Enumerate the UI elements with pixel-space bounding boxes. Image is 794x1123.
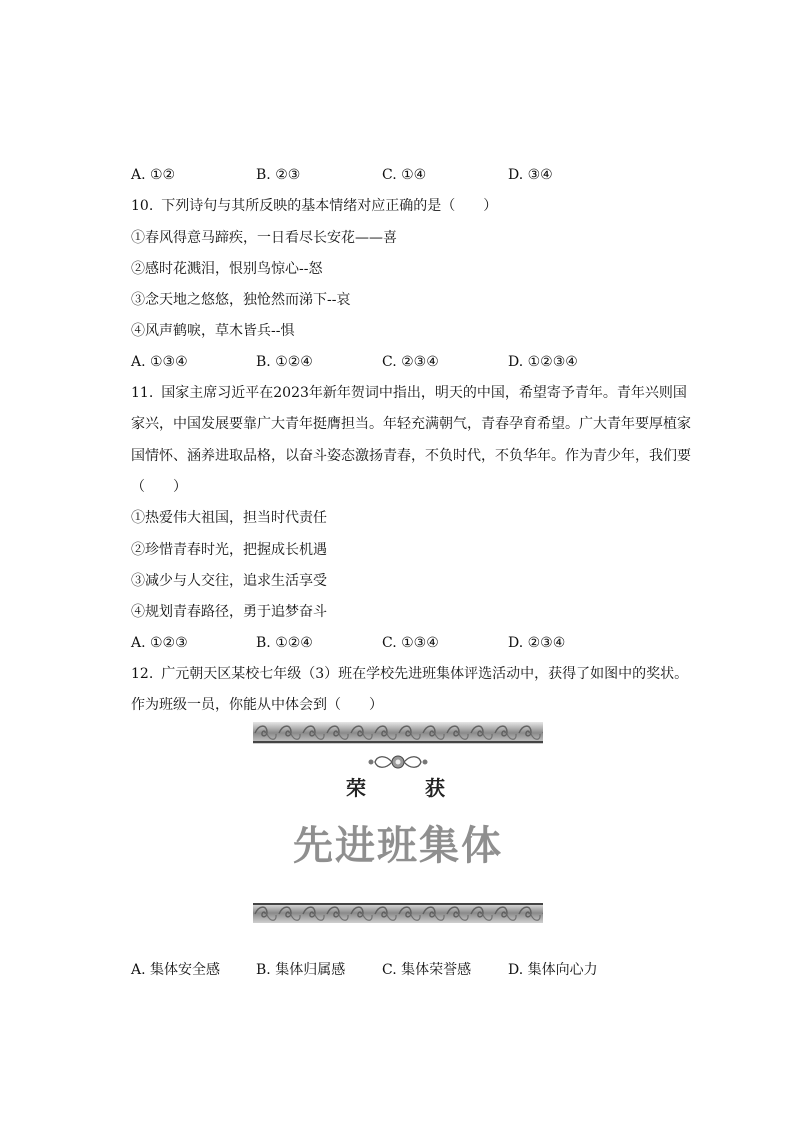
q10-stem <box>131 197 497 215</box>
q11-option-d[interactable]: D. ②③④ <box>508 635 566 651</box>
q12-stem-line-1 <box>131 665 688 683</box>
q11-stem-text-1: 国家主席习近平在2023年新年贺词中指出，明天的中国，希望寄予青年。青年兴则国 <box>161 385 687 401</box>
q10-option-a[interactable]: A. ①③④ <box>131 354 188 370</box>
certificate-top-border <box>253 722 543 744</box>
certificate-ornament <box>363 752 433 772</box>
q9-options <box>131 166 691 184</box>
q10-item-2: ②感时花溅泪，恨别鸟惊心--怒 <box>131 261 323 277</box>
q11-stem-line-4: （ ） <box>131 479 187 495</box>
q9-option-d[interactable]: D. ③④ <box>508 167 553 183</box>
q12-option-a[interactable]: A. 集体安全感 <box>131 962 221 978</box>
q10-item-3: ③念天地之悠悠，独怆然而涕下--哀 <box>131 292 351 308</box>
q12-option-c[interactable]: C. 集体荣誉感 <box>382 962 472 978</box>
q11-option-b[interactable]: B. ①②④ <box>256 635 313 651</box>
q11-item-3: ③减少与人交往，追求生活享受 <box>131 573 327 589</box>
q10-option-b[interactable]: B. ①②④ <box>256 354 313 370</box>
q9-option-a[interactable]: A. ①② <box>131 167 176 183</box>
q11-options <box>131 634 691 652</box>
q11-item-1: ①热爱伟大祖国，担当时代责任 <box>131 510 327 526</box>
q10-option-c[interactable]: C. ②③④ <box>382 354 439 370</box>
q10-stem-text: 下列诗句与其所反映的基本情绪对应正确的是（ ） <box>161 198 498 214</box>
q9-option-c[interactable]: C. ①④ <box>382 167 427 183</box>
certificate-bottom-border <box>253 902 543 924</box>
q11-option-a[interactable]: A. ①②③ <box>131 635 188 651</box>
q11-stem-line-3: 国情怀、涵养进取品格，以奋斗姿态激扬青春，不负时代，不负华年。作为青少年，我们要 <box>131 448 691 464</box>
q10-item-1: ①春风得意马蹄疾，一日看尽长安花——喜 <box>131 230 397 246</box>
q11-stem-line-1 <box>131 384 687 402</box>
certificate-title: 先进班集体 <box>293 822 503 869</box>
q10-item-4: ④风声鹤唳，草木皆兵--惧 <box>131 323 295 339</box>
q11-number: 11. <box>131 385 154 401</box>
q12-option-b[interactable]: B. 集体归属感 <box>256 962 346 978</box>
q11-item-4: ④规划青春路径，勇于追梦奋斗 <box>131 604 327 620</box>
q10-options <box>131 353 691 371</box>
q11-stem-line-2: 家兴，中国发展要靠广大青年挺膺担当。年轻充满朝气，青春孕育希望。广大青年要厚植家 <box>131 416 691 432</box>
q11-item-2: ②珍惜青春时光，把握成长机遇 <box>131 542 327 558</box>
q11-option-c[interactable]: C. ①③④ <box>382 635 439 651</box>
q12-number: 12. <box>131 666 154 682</box>
q10-number: 10. <box>131 198 154 214</box>
q12-options <box>131 961 691 979</box>
award-certificate <box>253 722 543 922</box>
q12-stem-line-2: 作为班级一员，你能从中体会到（ ） <box>131 697 383 713</box>
q12-stem-text-1: 广元朝天区某校七年级（3）班在学校先进班集体评选活动中，获得了如图中的奖状。 <box>161 666 689 682</box>
q9-option-b[interactable]: B. ②③ <box>256 167 301 183</box>
q12-option-d[interactable]: D. 集体向心力 <box>508 962 598 978</box>
certificate-char-left: 荣 <box>346 776 366 800</box>
q10-option-d[interactable]: D. ①②③④ <box>508 354 578 370</box>
certificate-char-right: 获 <box>425 776 445 800</box>
